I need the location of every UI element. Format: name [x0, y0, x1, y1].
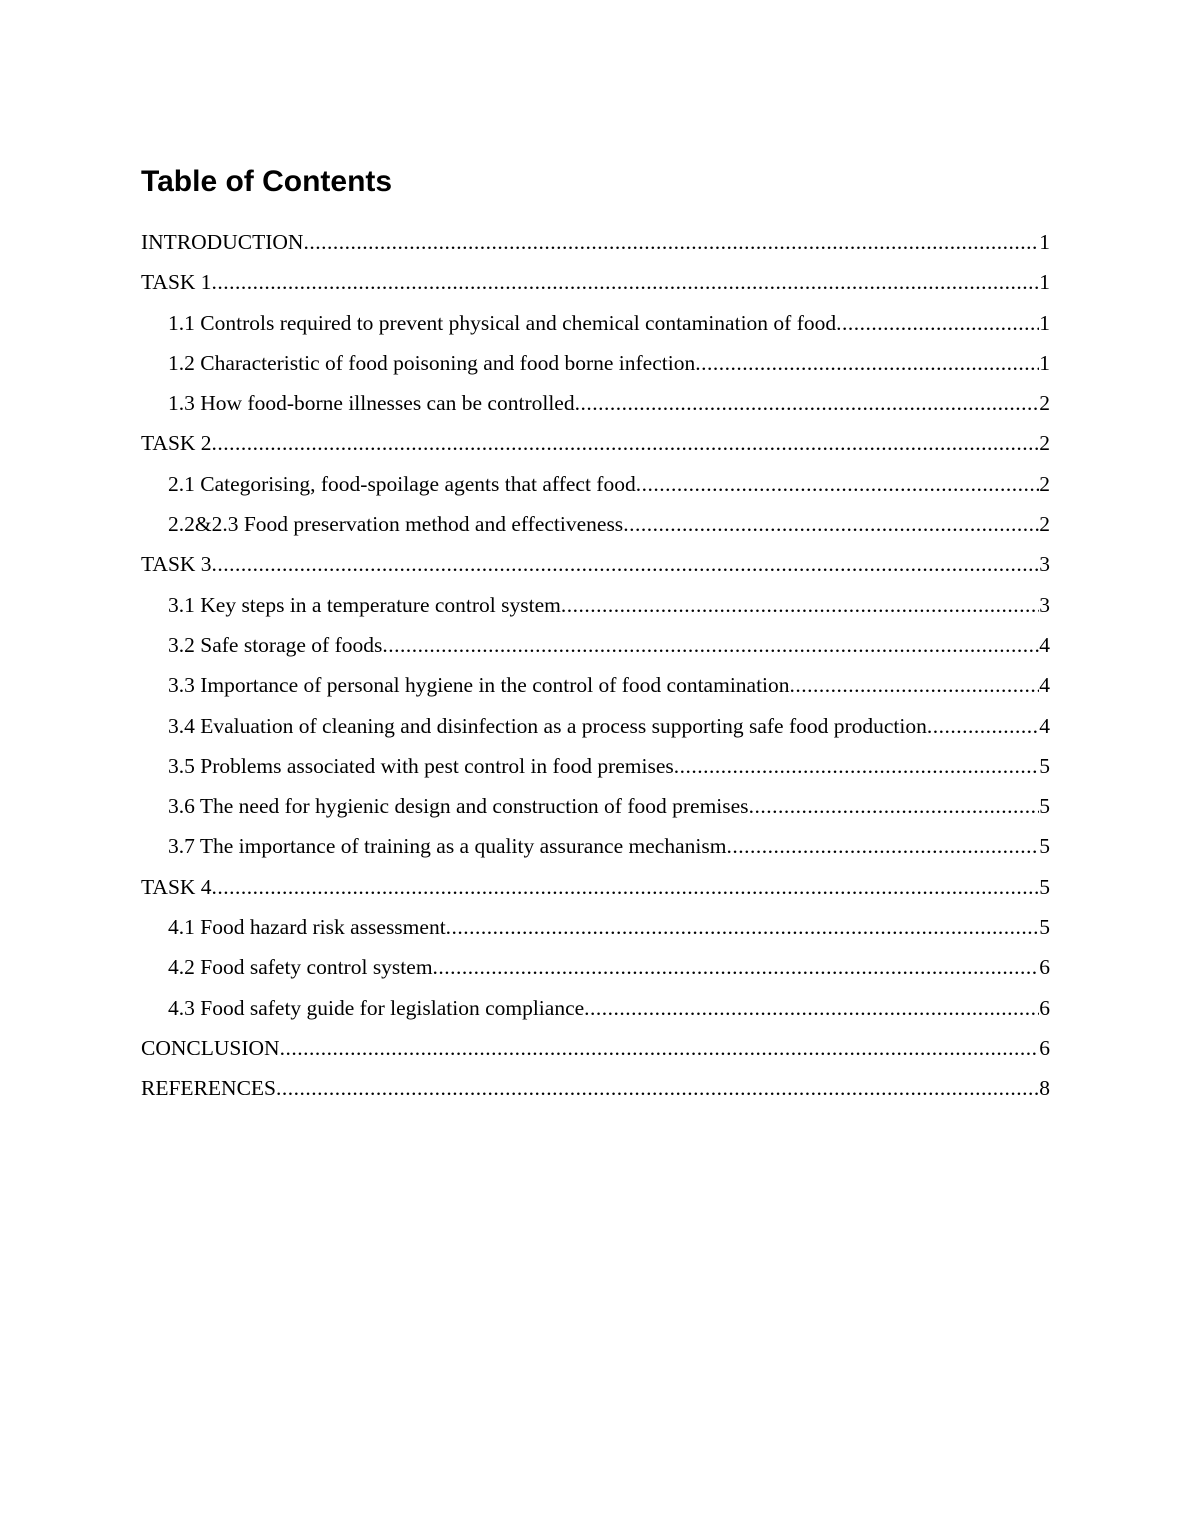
toc-page-number: 4	[1039, 713, 1050, 738]
toc-page-number: 1	[1039, 230, 1050, 254]
toc-page-number: 6	[1039, 955, 1050, 980]
toc-heading: Table of Contents	[141, 165, 393, 198]
toc-page-number: 5	[1039, 874, 1050, 899]
toc-entry-3-3[interactable]	[141, 669, 1050, 709]
toc-entry-label: 3.2 Safe storage of foods	[168, 632, 383, 657]
toc-dot-leader	[636, 468, 1040, 500]
toc-page-number: 5	[1039, 834, 1050, 859]
toc-dot-leader	[674, 750, 1039, 782]
toc-entry-1-1[interactable]	[141, 307, 1050, 347]
toc-entry-label: 3.7 The importance of training as a quality assurance mechanism	[168, 834, 727, 859]
toc-dot-leader	[276, 1072, 1039, 1104]
toc-page-number: 6	[1039, 995, 1050, 1020]
toc-dot-leader	[212, 427, 1040, 459]
toc-entry-1-2[interactable]	[141, 347, 1050, 387]
toc-page-number: 6	[1039, 1035, 1050, 1060]
toc-dot-leader	[212, 266, 1040, 298]
toc-dot-leader	[584, 992, 1039, 1024]
toc-dot-leader	[433, 951, 1040, 983]
toc-entry-label: TASK 2	[141, 431, 212, 456]
toc-entry-task-2[interactable]	[141, 427, 1050, 467]
toc-entry-2-1[interactable]	[141, 468, 1050, 508]
toc-entry-label: 2.2&2.3 Food preservation method and effectiveness	[168, 512, 624, 537]
toc-entry-4-1[interactable]	[141, 911, 1050, 951]
toc-dot-leader	[695, 347, 1039, 379]
toc-entry-label: 3.4 Evaluation of cleaning and disinfection as a process supporting safe food production	[168, 713, 927, 738]
toc-dot-leader	[749, 790, 1040, 822]
toc-page-number: 4	[1039, 673, 1050, 698]
toc-entry-3-2[interactable]	[141, 629, 1050, 669]
toc-entry-label: 2.1 Categorising, food-spoilage agents that affect food	[168, 471, 636, 496]
toc-dot-leader	[836, 307, 1039, 339]
toc-page-number: 2	[1039, 512, 1050, 537]
toc-entry-2-2-2-3[interactable]	[141, 508, 1050, 548]
toc-page-number: 5	[1039, 915, 1050, 940]
toc-entry-label: 1.3 How food-borne illnesses can be controlled	[168, 391, 575, 416]
toc-entry-task-1[interactable]	[141, 266, 1050, 306]
toc-entry-label: 1.2 Characteristic of food poisoning and food borne infection	[168, 350, 696, 375]
toc-entry-label: 3.3 Importance of personal hygiene in the control of food contamination	[168, 673, 790, 698]
toc-page-number: 2	[1039, 431, 1050, 456]
toc-entry-3-5[interactable]	[141, 750, 1050, 790]
toc-dot-leader	[382, 629, 1039, 661]
toc-entry-label: TASK 1	[141, 270, 212, 295]
toc-entry-label: 1.1 Controls required to prevent physical and chemical contamination of food	[168, 310, 837, 335]
toc-page-number: 5	[1039, 753, 1050, 778]
toc-entry-label: 4.1 Food hazard risk assessment	[168, 915, 446, 940]
toc-entry-label: 3.1 Key steps in a temperature control system	[168, 592, 561, 617]
toc-page-number: 3	[1039, 592, 1050, 617]
toc-entry-conclusion[interactable]	[141, 1032, 1050, 1072]
toc-entry-label: TASK 4	[141, 874, 212, 899]
toc-dot-leader	[561, 589, 1039, 621]
toc-dot-leader	[212, 548, 1040, 580]
toc-dot-leader	[927, 710, 1039, 742]
toc-entry-label: INTRODUCTION	[141, 230, 304, 254]
toc-page-number: 4	[1039, 632, 1050, 657]
toc-list	[141, 226, 1050, 1113]
toc-entry-introduction[interactable]	[141, 226, 1050, 266]
toc-page-number: 1	[1039, 310, 1050, 335]
toc-entry-label: 3.5 Problems associated with pest control in food premises	[168, 753, 674, 778]
toc-entry-3-7[interactable]	[141, 830, 1050, 870]
toc-entry-1-3[interactable]	[141, 387, 1050, 427]
toc-entry-label: TASK 3	[141, 552, 212, 577]
toc-entry-task-4[interactable]	[141, 871, 1050, 911]
toc-entry-3-4[interactable]	[141, 710, 1050, 750]
toc-page-number: 8	[1039, 1076, 1050, 1101]
toc-dot-leader	[212, 871, 1040, 903]
toc-dot-leader	[790, 669, 1040, 701]
toc-page-number: 1	[1039, 270, 1050, 295]
toc-dot-leader	[623, 508, 1039, 540]
toc-entry-label: 3.6 The need for hygienic design and construction of food premises	[168, 794, 749, 819]
toc-dot-leader	[280, 1032, 1040, 1064]
toc-entry-label: 4.2 Food safety control system	[168, 955, 433, 980]
toc-entry-label: REFERENCES	[141, 1076, 276, 1101]
toc-entry-4-3[interactable]	[141, 992, 1050, 1032]
toc-entry-task-3[interactable]	[141, 548, 1050, 588]
toc-entry-4-2[interactable]	[141, 951, 1050, 991]
toc-page-number: 5	[1039, 794, 1050, 819]
toc-entry-3-1[interactable]	[141, 589, 1050, 629]
toc-dot-leader	[446, 911, 1040, 943]
toc-page-number: 3	[1039, 552, 1050, 577]
toc-entry-label: CONCLUSION	[141, 1035, 280, 1060]
toc-entry-references[interactable]	[141, 1072, 1050, 1112]
toc-dot-leader	[575, 387, 1040, 419]
toc-entry-3-6[interactable]	[141, 790, 1050, 830]
toc-entry-label: 4.3 Food safety guide for legislation compliance	[168, 995, 585, 1020]
toc-dot-leader	[726, 830, 1039, 862]
toc-page-number: 2	[1039, 391, 1050, 416]
toc-page-number: 1	[1039, 350, 1050, 375]
toc-page-number: 2	[1039, 471, 1050, 496]
toc-dot-leader	[303, 226, 1039, 258]
